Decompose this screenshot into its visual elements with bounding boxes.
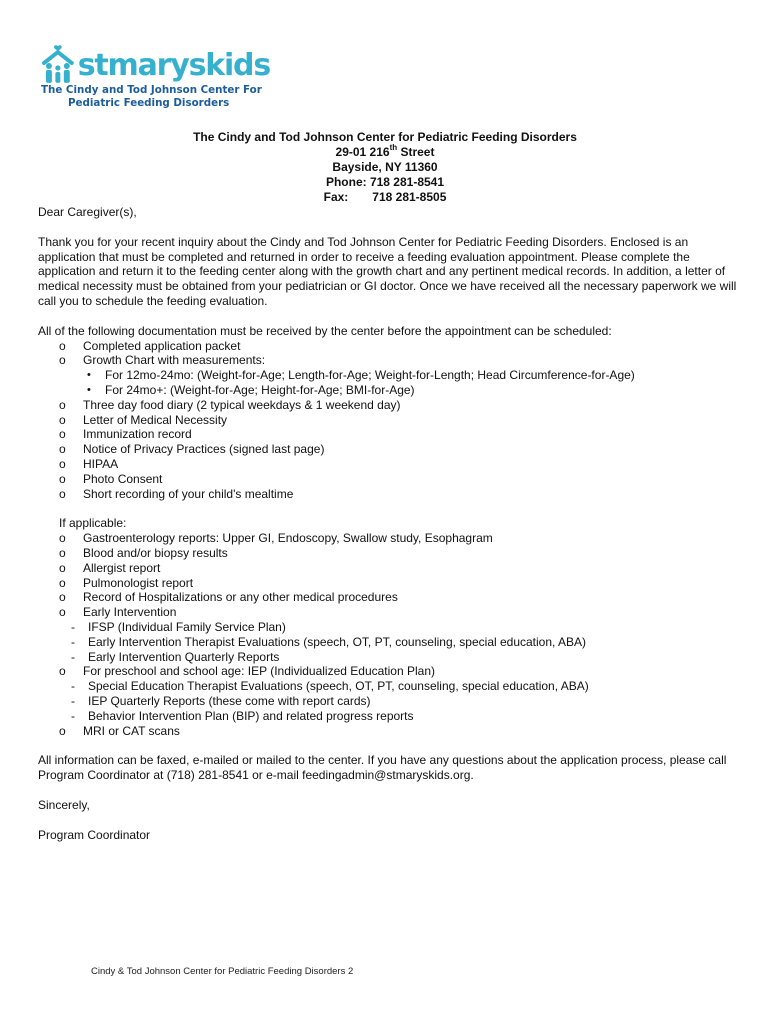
list-item: o Immunization record [59,427,192,442]
list-item: o Letter of Medical Necessity [59,412,228,427]
required-heading: All of the following documentation must be received by the center before the appointment can be scheduled: [38,323,612,338]
list-item: - IFSP (Individual Family Service Plan) [71,619,286,634]
applicable-list [38,531,738,738]
list-item: • For 12mo-24mo: (Weight-for-Age; Length-for-Age; Weight-for-Length; Head Circumference-for-Age) [87,368,635,383]
list-item: o Blood and/or biopsy results [59,545,228,560]
fax-number: 718 281-8505 [372,190,447,204]
fax-label: Fax: [323,190,349,204]
list-item: - Early Intervention Quarterly Reports [71,649,280,664]
list-item: o Three day food diary (2 typical weekdays & 1 weekend day) [59,397,401,412]
sign-off: Sincerely, [38,797,90,812]
logo [40,38,270,110]
list-item: - Special Education Therapist Evaluations (speech, OT, PT, counseling, special education, ABA) [71,679,589,694]
list-item: o Growth Chart with measurements: • For 12mo-24mo: (Weight-for-Age; Length-for-Age; Weight-for-Length; Head Circumference-for-Age) • For 24mo+: (Weight-for-Age; Height-for-Age; BMI-for-Age) [38,353,738,397]
list-item: • For 24mo+: (Weight-for-Age; Height-for-Age; BMI-for-Age) [87,382,415,397]
list-item: o Early Intervention - IFSP (Individual Family Service Plan) - Early Intervention Therapist Evaluations (speech, OT, PT, counseling, special education, ABA) - Early Intervention Quarterly Reports [38,605,738,664]
letterhead [0,130,770,205]
list-item: o MRI or CAT scans [59,723,180,738]
salutation: Dear Caregiver(s), [38,205,137,219]
city-line: Bayside, NY 11360 [332,160,438,174]
logo-subtitle [40,84,270,110]
growth-chart-sublist [83,368,738,398]
applicable-heading: If applicable: [59,516,127,531]
list-item: o Photo Consent [59,471,163,486]
street-suffix: th [389,143,398,152]
closing-paragraph: All information can be faxed, e-mailed or mailed to the center. If you have any questions about the application process, please call Program Coordinator at (718) 281-8541 or e-mail feedingadmin@stmaryskids.org. [38,753,727,783]
org-name: The Cindy and Tod Johnson Center for Pediatric Feeding Disorders [193,130,577,144]
logo-subtitle-line2: Pediatric Feeding Disorders [68,97,230,109]
logo-wordmark: stmaryskids [77,48,270,83]
list-item: o Pulmonologist report [59,575,194,590]
page-footer: Cindy & Tod Johnson Center for Pediatric Feeding Disorders 2 [91,966,354,977]
list-item: o HIPAA [59,456,119,471]
list-item: o Gastroenterology reports: Upper GI, Endoscopy, Swallow study, Esophagram [59,531,493,546]
early-intervention-sublist [65,620,738,664]
list-item: o Allergist report [59,560,161,575]
list-item: o Short recording of your child's mealtime [59,486,294,501]
list-item: o Completed application packet [59,338,241,353]
letter-body [38,205,738,842]
list-item: - Early Intervention Therapist Evaluations (speech, OT, PT, counseling, special education, ABA) [71,634,587,649]
required-list [38,339,738,502]
list-item: - Behavior Intervention Plan (BIP) and related progress reports [71,708,414,723]
phone-line: Phone: 718 281-8541 [325,175,445,189]
list-item: - IEP Quarterly Reports (these come with report cards) [71,693,371,708]
signature: Program Coordinator [38,827,151,842]
street-name: Street [397,145,435,159]
logo-subtitle-line1: The Cindy and Tod Johnson Center For [41,84,262,96]
street-address [0,145,770,160]
intro-paragraph: Thank you for your recent inquiry about the Cindy and Tod Johnson Center for Pediatric Feeding Disorders. Enclosed is an application that must be completed and returned in order to receive a feeding evaluation appointment. Please complete the application and return it to the feeding center along with the growth chart and any pertinent medical records. In addition, a letter of medical necessity must be obtained from your pediatrician or GI doctor. Once we have received all the necessary paperwork we will call you to schedule the feeding evaluation. [38,234,737,308]
list-item: o Notice of Privacy Practices (signed last page) [59,442,325,457]
list-item: o Record of Hospitalizations or any other medical procedures [59,590,398,605]
list-item: o For preschool and school age: IEP (Individualized Education Plan) - Special Education Therapist Evaluations (speech, OT, PT, counseling, special education, ABA) - IEP Quarterly Reports (these come with report cards) - Behavior Intervention Plan (BIP) and related progress reports [38,664,738,723]
family-house-icon [40,44,76,84]
street-number: 29-01 216 [335,145,390,159]
preschool-sublist [65,679,738,723]
fax-line [0,190,770,205]
